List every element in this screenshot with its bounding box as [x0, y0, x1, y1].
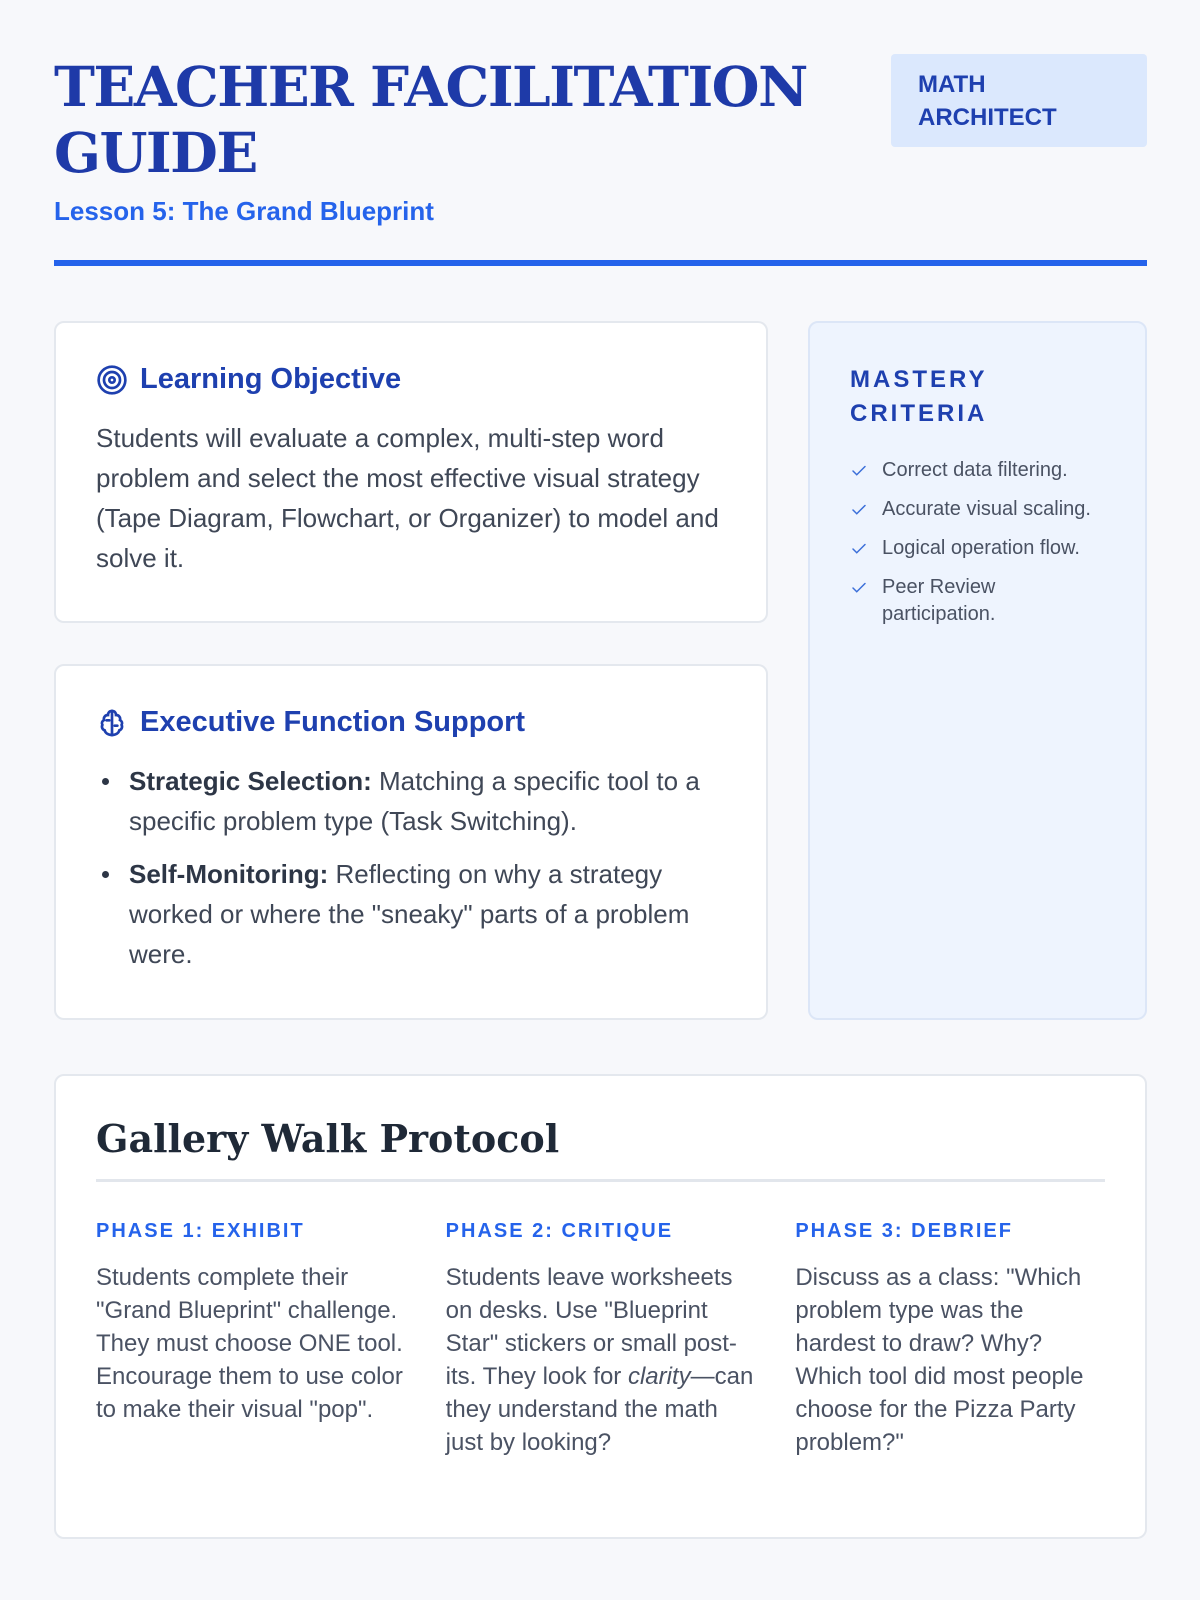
- bullet-term: Strategic Selection:: [129, 766, 372, 796]
- phase-title: PHASE 3: DEBRIEF: [795, 1220, 1013, 1242]
- list-item: [850, 535, 1105, 562]
- learning-objective-card: [54, 321, 768, 623]
- check-icon: [850, 540, 868, 558]
- criterion-text: Peer Review participation.: [882, 576, 996, 625]
- page-header: [54, 54, 1147, 266]
- phase-text-end: —can they understand the math just by looking?: [445, 1363, 754, 1456]
- phase-text: Discuss as a class: "Which problem type was the hardest to draw? Why? Which tool did most people choose for the Pizza Party problem?": [795, 1264, 1084, 1456]
- math-architect-badge: [891, 54, 1147, 147]
- phase-2: [446, 1220, 756, 1459]
- bullet-text: Matching a specific tool to a specific problem type (Task Switching).: [129, 766, 700, 836]
- executive-function-card: [54, 664, 768, 1020]
- bullet-term: Self-Monitoring:: [129, 859, 329, 889]
- learning-objective-text: Students will evaluate a complex, multi-step word problem and select the most effective visual strategy (Tape Diagram, Flowchart, or Organizer) to model and solve it.: [96, 423, 719, 573]
- brain-icon: [96, 707, 128, 739]
- target-icon: [96, 364, 128, 396]
- mastery-criteria-title: MASTERY CRITERIA: [850, 366, 988, 427]
- phase-text-start: Students leave worksheets on desks. Use "Blueprint Star" stickers or small post-its. They look for: [445, 1264, 737, 1390]
- executive-function-list: [96, 761, 726, 974]
- list-item: [850, 457, 1105, 484]
- criterion-text: Correct data filtering.: [882, 459, 1068, 481]
- gallery-walk-card: [54, 1074, 1147, 1539]
- facilitation-guide-page: [54, 54, 1147, 1456]
- bullet-text: Reflecting on why a strategy worked or where the "sneaky" parts of a problem were.: [129, 859, 690, 969]
- mastery-criteria-list: [850, 457, 1105, 628]
- gallery-walk-title: Gallery Walk Protocol: [96, 1116, 1105, 1182]
- list-item: [96, 761, 726, 841]
- learning-objective-heading: Learning Objective: [140, 363, 402, 395]
- list-item: [850, 496, 1105, 523]
- phase-3: [795, 1220, 1105, 1459]
- phases-row: [96, 1220, 1105, 1459]
- badge-line-2: ARCHITECT: [918, 104, 1057, 131]
- criterion-text: Logical operation flow.: [882, 537, 1080, 559]
- badge-line-1: MATH: [918, 71, 986, 98]
- phase-text-emphasis: clarity: [627, 1363, 691, 1390]
- phase-title: PHASE 1: EXHIBIT: [96, 1220, 305, 1242]
- page-title: TEACHER FACILITATION GUIDE: [54, 54, 807, 185]
- check-icon: [850, 501, 868, 519]
- phase-text: Students complete their "Grand Blueprint" challenge. They must choose ONE tool. Encourage them to use color to make their visual "pop".: [96, 1264, 403, 1423]
- list-item: [96, 854, 726, 974]
- phase-1: [96, 1220, 406, 1459]
- phase-title: PHASE 2: CRITIQUE: [445, 1220, 674, 1242]
- mastery-criteria-card: [808, 321, 1147, 1020]
- phase-text: [446, 1261, 756, 1459]
- lesson-subtitle: Lesson 5: The Grand Blueprint: [54, 196, 434, 226]
- list-item: [850, 574, 1105, 628]
- executive-function-heading: Executive Function Support: [140, 706, 526, 738]
- criterion-text: Accurate visual scaling.: [882, 498, 1091, 520]
- check-icon: [850, 579, 868, 597]
- check-icon: [850, 462, 868, 480]
